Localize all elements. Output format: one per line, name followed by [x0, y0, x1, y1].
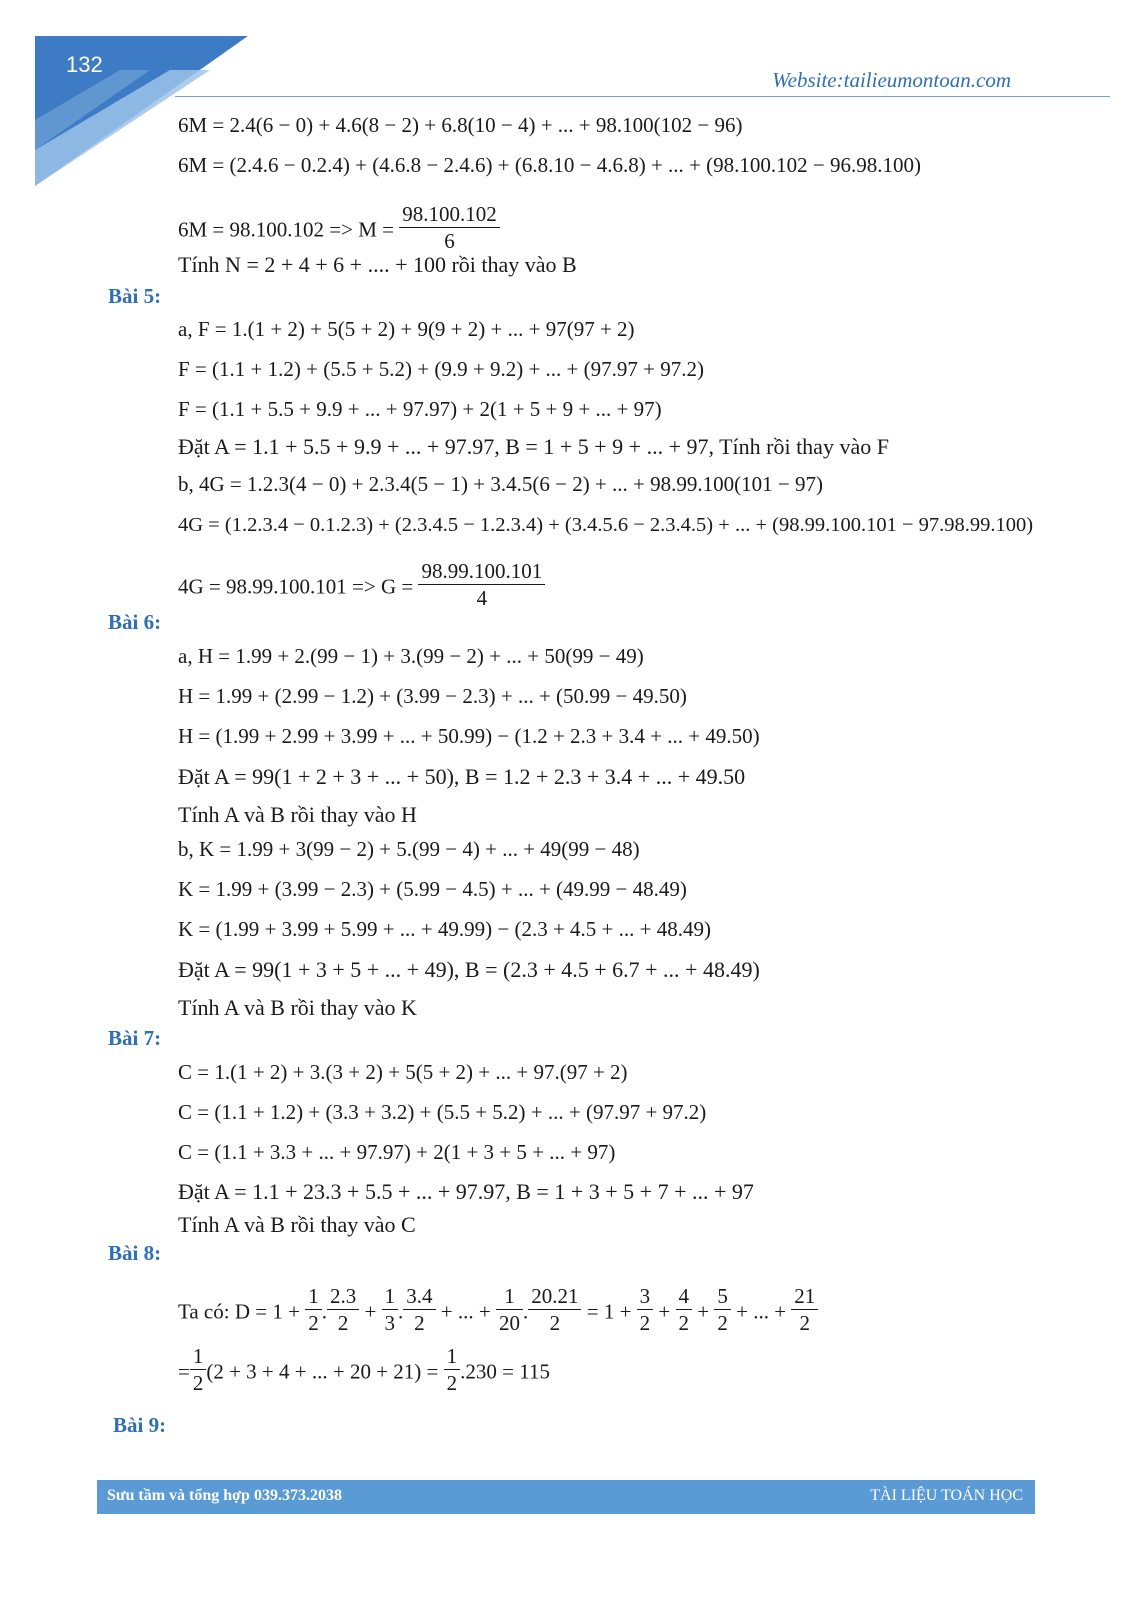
fraction-numerator: 3.4: [403, 1283, 435, 1310]
fraction-denominator: 2: [446, 1371, 458, 1395]
fraction-denominator: 2: [799, 1311, 811, 1335]
fraction: [403, 1283, 435, 1336]
fraction-numerator: 21: [791, 1283, 818, 1310]
fraction-denominator: 4: [476, 586, 488, 610]
exercise-heading-8: Bài 8:: [108, 1241, 162, 1265]
equation-line: [178, 1344, 550, 1395]
equation-line: [178, 202, 500, 253]
equation-text: +: [697, 1299, 710, 1324]
fraction-denominator: 3: [384, 1311, 396, 1335]
fraction: [496, 1283, 523, 1336]
fraction-denominator: 6: [444, 229, 455, 253]
header-divider: [175, 96, 1110, 97]
fraction-numerator: 1: [382, 1283, 399, 1310]
fraction-numerator: 3: [637, 1283, 654, 1310]
fraction: [637, 1283, 654, 1336]
fraction-denominator: 2: [717, 1311, 728, 1335]
equation-text: = 1 +: [586, 1299, 632, 1324]
equation-text: + ... +: [440, 1299, 491, 1324]
equation-line: H = 1.99 + (2.99 − 1.2) + (3.99 − 2.3) + ... + (50.99 − 49.50): [178, 684, 687, 708]
text-line: Tính N = 2 + 4 + 6 + .... + 100 rồi thay vào B: [178, 252, 577, 277]
fraction: [444, 1343, 461, 1396]
text-line: Đặt A = 1.1 + 23.3 + 5.5 + ... + 97.97, B = 1 + 3 + 5 + 7 + ... + 97: [178, 1179, 754, 1204]
footer-brand: TÀI LIỆU TOÁN HỌC: [870, 1487, 1023, 1504]
equation-line: C = 1.(1 + 2) + 3.(3 + 2) + 5(5 + 2) + ... + 97.(97 + 2): [178, 1060, 628, 1084]
equation-line: 4G = (1.2.3.4 − 0.1.2.3) + (2.3.4.5 − 1.2.3.4) + (3.4.5.6 − 2.3.4.5) + ... + (98.99.100.101 − 97.98.99.100): [178, 514, 1034, 536]
fraction: [305, 1283, 322, 1336]
text-line: Tính A và B rồi thay vào H: [178, 802, 417, 827]
text-line: Đặt A = 1.1 + 5.5 + 9.9 + ... + 97.97, B = 1 + 5 + 9 + ... + 97, Tính rồi thay vào F: [178, 434, 889, 459]
equation-line: [178, 1284, 818, 1335]
fraction: [382, 1283, 399, 1336]
equation-text: .230 = 115: [460, 1359, 550, 1384]
equation-text: 6M = 98.100.102 => M =: [178, 217, 394, 242]
text-line: Đặt A = 99(1 + 2 + 3 + ... + 50), B = 1.2 + 2.3 + 3.4 + ... + 49.50: [178, 764, 746, 789]
fraction-numerator: 1: [444, 1343, 461, 1370]
page-number: 132: [66, 52, 103, 77]
text-line: Đặt A = 99(1 + 3 + 5 + ... + 49), B = (2.3 + 4.5 + 6.7 + ... + 48.49): [178, 957, 760, 982]
website-label: Website:tailieumontoan.com: [772, 68, 1011, 92]
equation-text: .: [398, 1299, 404, 1324]
equation-text: + ... +: [736, 1299, 787, 1324]
fraction: [418, 558, 545, 611]
equation-line: [178, 559, 545, 610]
text-line: Tính A và B rồi thay vào C: [178, 1212, 416, 1237]
fraction: [676, 1283, 693, 1336]
equation-text: (2 + 3 + 4 + ... + 20 + 21) =: [206, 1359, 439, 1384]
equation-line: b, K = 1.99 + 3(99 − 2) + 5.(99 − 4) + ... + 49(99 − 48): [178, 837, 640, 861]
equation-text: 4G = 98.99.100.101 => G =: [178, 574, 414, 599]
footer-bar: [97, 1480, 1035, 1514]
equation-text: +: [658, 1299, 671, 1324]
fraction: [399, 201, 500, 254]
equation-line: C = (1.1 + 3.3 + ... + 97.97) + 2(1 + 3 + 5 + ... + 97): [178, 1140, 616, 1164]
fraction: [528, 1283, 581, 1336]
fraction-numerator: 4: [676, 1283, 693, 1310]
fraction-denominator: 2: [308, 1311, 319, 1335]
fraction-numerator: 1: [496, 1283, 523, 1310]
fraction-denominator: 2: [639, 1311, 651, 1335]
equation-line: C = (1.1 + 1.2) + (3.3 + 3.2) + (5.5 + 5.2) + ... + (97.97 + 97.2): [178, 1100, 707, 1124]
equation-line: b, 4G = 1.2.3(4 − 0) + 2.3.4(5 − 1) + 3.4.5(6 − 2) + ... + 98.99.100(101 − 97): [178, 472, 823, 496]
equation-line: K = (1.99 + 3.99 + 5.99 + ... + 49.99) − (2.3 + 4.5 + ... + 48.49): [178, 917, 711, 941]
exercise-heading-9: Bài 9:: [113, 1413, 167, 1437]
footer-contact: Sưu tầm và tổng hợp 039.373.2038: [107, 1487, 342, 1504]
equation-line: F = (1.1 + 5.5 + 9.9 + ... + 97.97) + 2(1 + 5 + 9 + ... + 97): [178, 397, 662, 421]
equation-line: a, F = 1.(1 + 2) + 5(5 + 2) + 9(9 + 2) + ... + 97(97 + 2): [178, 317, 635, 341]
equation-line: 6M = (2.4.6 − 0.2.4) + (4.6.8 − 2.4.6) + (6.8.10 − 4.6.8) + ... + (98.100.102 − 96.98.100): [178, 153, 921, 177]
fraction-numerator: 1: [190, 1343, 207, 1370]
fraction-denominator: 20: [498, 1311, 520, 1335]
equation-line: K = 1.99 + (3.99 − 2.3) + (5.99 − 4.5) + ... + (49.99 − 48.49): [178, 877, 687, 901]
exercise-heading-5: Bài 5:: [108, 284, 162, 308]
text-line: Tính A và B rồi thay vào K: [178, 995, 417, 1020]
exercise-heading-7: Bài 7:: [108, 1026, 162, 1050]
fraction: [327, 1283, 359, 1336]
equation-text: =: [178, 1359, 190, 1384]
fraction-numerator: 2.3: [327, 1283, 359, 1310]
fraction-denominator: 2: [337, 1311, 349, 1335]
exercise-heading-6: Bài 6:: [108, 610, 162, 634]
equation-text: Ta có: D = 1 +: [178, 1299, 300, 1324]
equation-text: .: [522, 1299, 529, 1324]
equation-line: F = (1.1 + 1.2) + (5.5 + 5.2) + (9.9 + 9.2) + ... + (97.97 + 97.2): [178, 357, 704, 381]
fraction-denominator: 2: [192, 1371, 204, 1395]
equation-line: H = (1.99 + 2.99 + 3.99 + ... + 50.99) − (1.2 + 2.3 + 3.4 + ... + 49.50): [178, 724, 760, 748]
equation-text: +: [364, 1299, 377, 1324]
fraction-numerator: 5: [714, 1283, 731, 1310]
fraction-denominator: 2: [678, 1311, 690, 1335]
fraction-numerator: 98.99.100.101: [418, 558, 545, 585]
fraction-denominator: 2: [414, 1311, 425, 1335]
fraction-numerator: 98.100.102: [399, 201, 500, 228]
fraction-denominator: 2: [549, 1311, 561, 1335]
fraction-numerator: 1: [305, 1283, 322, 1310]
fraction-numerator: 20.21: [528, 1283, 581, 1310]
fraction: [791, 1283, 818, 1336]
equation-line: 6M = 2.4(6 − 0) + 4.6(8 − 2) + 6.8(10 − 4) + ... + 98.100(102 − 96): [178, 113, 743, 137]
fraction: [714, 1283, 731, 1336]
equation-text: .: [321, 1299, 327, 1324]
fraction: [190, 1343, 207, 1396]
equation-line: a, H = 1.99 + 2.(99 − 1) + 3.(99 − 2) + ... + 50(99 − 49): [178, 644, 644, 668]
